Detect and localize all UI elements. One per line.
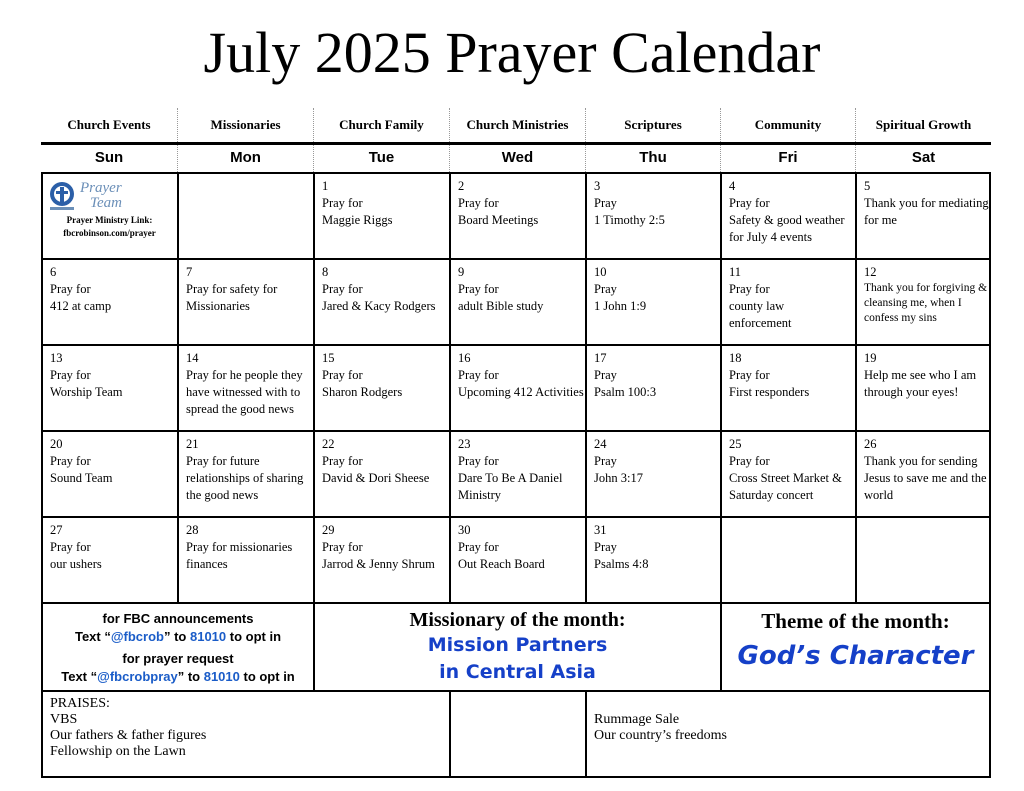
sms-keyword: @fbcrobpray bbox=[97, 669, 178, 684]
day-number: 21 bbox=[186, 437, 199, 451]
day-cell bbox=[451, 346, 587, 430]
praises-middle bbox=[451, 692, 587, 776]
day-cell bbox=[857, 518, 989, 602]
day-prayer: Pray for Upcoming 412 Activities bbox=[458, 368, 584, 399]
day-number: 2 bbox=[458, 179, 465, 193]
day-prayer: Pray for Cross Street Market & Saturday concert bbox=[729, 454, 842, 502]
category-scriptures: Scriptures bbox=[585, 108, 720, 142]
prayer-team-logo bbox=[48, 180, 177, 212]
day-cell bbox=[587, 346, 722, 430]
sms-keyword: @fbcrob bbox=[110, 629, 164, 644]
day-number: 14 bbox=[186, 351, 199, 365]
sms-announcements-label: for FBC announcements bbox=[102, 611, 254, 626]
day-cell bbox=[179, 260, 315, 344]
sms-announcements-instruction bbox=[43, 628, 313, 646]
day-cell bbox=[43, 432, 179, 516]
day-cell bbox=[451, 432, 587, 516]
day-number: 24 bbox=[594, 437, 607, 451]
day-cell bbox=[179, 518, 315, 602]
sms-text: Text “ bbox=[61, 669, 98, 684]
day-number: 12 bbox=[864, 265, 877, 279]
prayer-calendar bbox=[41, 108, 991, 778]
day-number: 10 bbox=[594, 265, 607, 279]
category-church-events: Church Events bbox=[67, 117, 151, 132]
prayer-link-label: Prayer Ministry Link: bbox=[66, 215, 153, 225]
day-cell bbox=[43, 346, 179, 430]
info-row bbox=[43, 604, 989, 692]
day-number: 5 bbox=[864, 179, 871, 193]
day-prayer: Pray for Board Meetings bbox=[458, 196, 539, 227]
day-number: 13 bbox=[50, 351, 63, 365]
day-prayer: Pray Psalms 4:8 bbox=[594, 540, 649, 571]
day-number: 27 bbox=[50, 523, 63, 537]
missionary-name-line1: Mission Partners bbox=[427, 634, 608, 656]
day-prayer: Thank you for mediating for me bbox=[864, 196, 989, 227]
sms-text: Text “ bbox=[74, 629, 111, 644]
day-number: 6 bbox=[50, 265, 57, 279]
day-cell bbox=[722, 174, 857, 258]
theme-value: God’s Character bbox=[737, 641, 974, 671]
church-logo-icon bbox=[48, 180, 76, 212]
day-number: 22 bbox=[322, 437, 335, 451]
day-fri: Fri bbox=[720, 145, 855, 172]
day-cell bbox=[857, 432, 989, 516]
day-cell bbox=[587, 432, 722, 516]
day-cell bbox=[451, 260, 587, 344]
day-cell bbox=[587, 518, 722, 602]
day-number: 16 bbox=[458, 351, 471, 365]
day-mon: Mon bbox=[177, 145, 313, 172]
sms-text: ” to bbox=[163, 629, 190, 644]
day-prayer: Pray for David & Dori Sheese bbox=[322, 454, 430, 485]
day-cell bbox=[451, 174, 587, 258]
day-prayer: Pray for Dare To Be A Daniel Ministry bbox=[458, 454, 563, 502]
day-cell bbox=[179, 346, 315, 430]
day-number: 11 bbox=[729, 265, 742, 279]
day-sat: Sat bbox=[855, 145, 991, 172]
day-prayer: Pray for Safety & good weather for July 4 events bbox=[729, 196, 845, 244]
day-thu: Thu bbox=[585, 145, 720, 172]
day-number: 19 bbox=[864, 351, 877, 365]
day-cell bbox=[722, 260, 857, 344]
day-prayer: Pray John 3:17 bbox=[594, 454, 643, 485]
day-number: 17 bbox=[594, 351, 607, 365]
category-church-ministries: Church Ministries bbox=[449, 108, 585, 142]
day-number: 23 bbox=[458, 437, 471, 451]
day-cell bbox=[315, 346, 451, 430]
day-number: 20 bbox=[50, 437, 63, 451]
day-number: 18 bbox=[729, 351, 742, 365]
day-prayer: Pray 1 Timothy 2:5 bbox=[594, 196, 665, 227]
day-prayer: Pray for Maggie Riggs bbox=[322, 196, 393, 227]
sms-prayer-instruction bbox=[43, 668, 313, 686]
day-number: 30 bbox=[458, 523, 471, 537]
day-cell bbox=[179, 174, 315, 258]
day-prayer: Pray for adult Bible study bbox=[458, 282, 544, 313]
sms-text: ” to bbox=[177, 669, 204, 684]
day-prayer: Pray Psalm 100:3 bbox=[594, 368, 657, 399]
day-prayer: Pray for Sound Team bbox=[50, 454, 113, 485]
calendar-week bbox=[43, 518, 989, 604]
calendar-week bbox=[43, 432, 989, 518]
day-cell bbox=[587, 174, 722, 258]
day-number: 8 bbox=[322, 265, 329, 279]
praises-row bbox=[43, 692, 989, 778]
day-number: 15 bbox=[322, 351, 335, 365]
prayer-team-logo-cell bbox=[43, 174, 179, 258]
day-prayer: Pray for Out Reach Board bbox=[458, 540, 545, 571]
category-spiritual-growth: Spiritual Growth bbox=[855, 108, 991, 142]
day-prayer: Pray for First responders bbox=[729, 368, 810, 399]
text-opt-in-panel bbox=[43, 604, 315, 690]
day-prayer: Pray for safety for Missionaries bbox=[186, 282, 278, 313]
sms-text: to opt in bbox=[226, 629, 282, 644]
day-cell bbox=[315, 518, 451, 602]
category-header-row bbox=[41, 108, 991, 142]
day-sun: Sun bbox=[94, 149, 124, 166]
day-number: 4 bbox=[729, 179, 736, 193]
sms-number: 81010 bbox=[189, 629, 227, 644]
calendar-week bbox=[43, 174, 989, 260]
day-cell bbox=[857, 346, 989, 430]
prayer-link[interactable]: fbcrobinson.com/prayer bbox=[63, 228, 156, 238]
day-cell bbox=[315, 174, 451, 258]
day-cell bbox=[43, 260, 179, 344]
day-prayer: Pray for our ushers bbox=[50, 540, 102, 571]
praises-list-2: Rummage Sale Our country’s freedoms bbox=[594, 712, 727, 743]
day-cell bbox=[315, 260, 451, 344]
category-missionaries: Missionaries bbox=[177, 108, 313, 142]
day-prayer: Pray for Sharon Rodgers bbox=[322, 368, 403, 399]
day-cell bbox=[451, 518, 587, 602]
day-cell bbox=[179, 432, 315, 516]
theme-of-month-panel bbox=[722, 604, 989, 690]
sms-prayer-label: for prayer request bbox=[122, 651, 234, 666]
calendar-week bbox=[43, 260, 989, 346]
day-cell bbox=[315, 432, 451, 516]
day-wed: Wed bbox=[449, 145, 585, 172]
day-number: 29 bbox=[322, 523, 335, 537]
day-prayer: Thank you for sending Jesus to save me and the world bbox=[864, 454, 987, 502]
missionary-of-month-panel bbox=[315, 604, 722, 690]
day-prayer: Thank you for forgiving & cleansing me, when I confess my sins bbox=[864, 282, 988, 324]
day-cell bbox=[722, 432, 857, 516]
category-church-family: Church Family bbox=[313, 108, 449, 142]
calendar-grid bbox=[41, 174, 991, 778]
day-prayer: Help me see who I am through your eyes! bbox=[864, 368, 977, 399]
day-prayer: Pray for county law enforcement bbox=[729, 282, 792, 330]
day-number: 28 bbox=[186, 523, 199, 537]
sms-number: 81010 bbox=[203, 669, 240, 684]
sms-text: to opt in bbox=[239, 669, 295, 684]
logo-brand: Prayer bbox=[80, 180, 122, 196]
day-cell bbox=[722, 518, 857, 602]
weekday-header-row bbox=[41, 142, 991, 174]
day-cell bbox=[722, 346, 857, 430]
day-prayer: Pray for he people they have witnessed with to spread the good news bbox=[186, 368, 303, 416]
calendar-week bbox=[43, 346, 989, 432]
day-prayer: Pray for Worship Team bbox=[50, 368, 123, 399]
day-prayer: Pray for Jared & Kacy Rodgers bbox=[322, 282, 436, 313]
day-number: 31 bbox=[594, 523, 607, 537]
theme-label: Theme of the month: bbox=[761, 609, 950, 633]
logo-brand-2: Team bbox=[90, 195, 122, 211]
day-prayer: Pray for future relationships of sharing the good news bbox=[186, 454, 304, 502]
day-prayer: Pray for missionaries finances bbox=[186, 540, 293, 571]
day-number: 1 bbox=[322, 179, 329, 193]
day-number: 26 bbox=[864, 437, 877, 451]
page-title: July 2025 Prayer Calendar bbox=[203, 20, 821, 85]
day-tue: Tue bbox=[313, 145, 449, 172]
category-community: Community bbox=[720, 108, 855, 142]
day-number: 9 bbox=[458, 265, 465, 279]
day-number: 3 bbox=[594, 179, 601, 193]
praises-list: PRAISES: VBS Our fathers & father figures Fellowship on the Lawn bbox=[43, 692, 451, 776]
day-cell bbox=[587, 260, 722, 344]
missionary-label: Missionary of the month: bbox=[409, 609, 626, 631]
day-prayer: Pray for Jarrod & Jenny Shrum bbox=[322, 540, 435, 571]
day-number: 7 bbox=[186, 265, 193, 279]
day-prayer: Pray for 412 at camp bbox=[50, 282, 112, 313]
day-cell bbox=[43, 518, 179, 602]
day-cell bbox=[857, 260, 989, 344]
day-number: 25 bbox=[729, 437, 742, 451]
day-cell bbox=[857, 174, 989, 258]
day-prayer: Pray 1 John 1:9 bbox=[594, 282, 647, 313]
missionary-name-line2: in Central Asia bbox=[439, 661, 596, 683]
